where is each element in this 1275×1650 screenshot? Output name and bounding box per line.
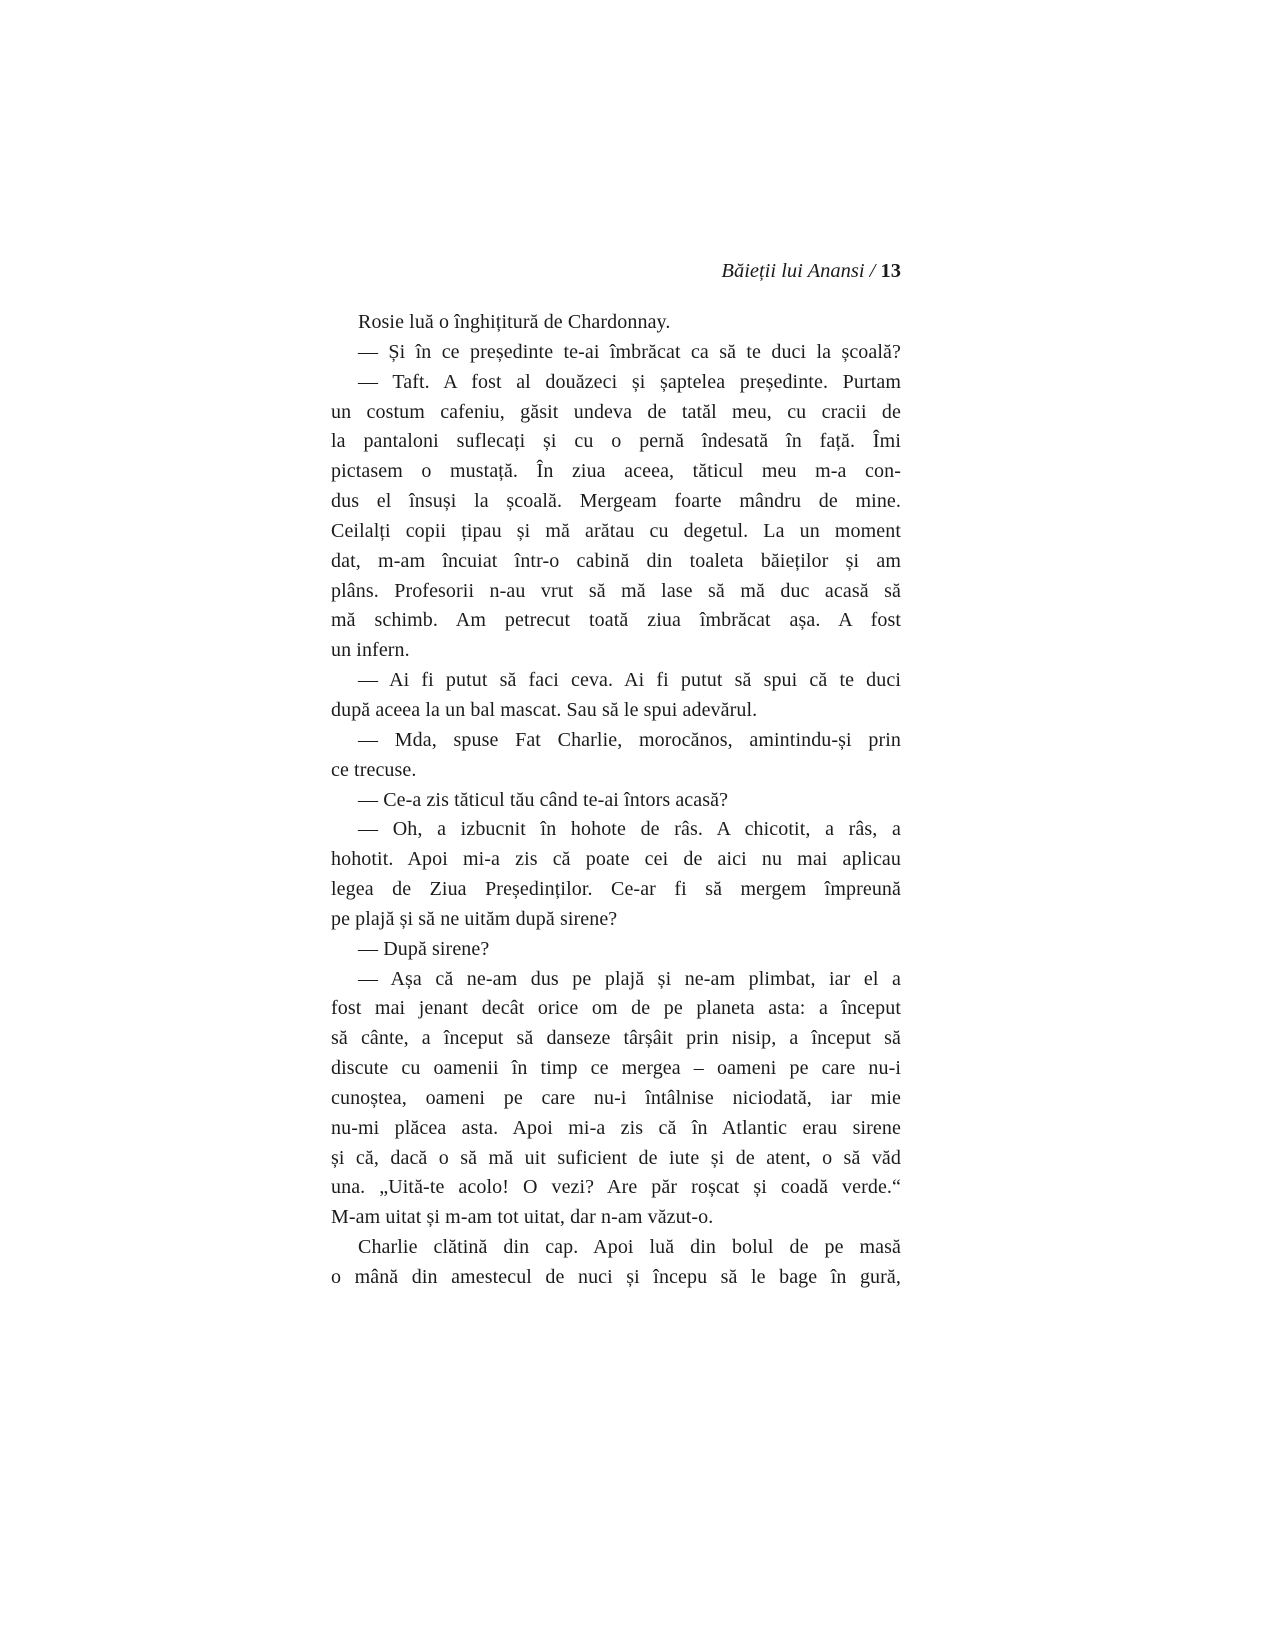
- text-line: nu-mi plăcea asta. Apoi mi-a zis că în Atlantic erau sirene: [331, 1116, 901, 1139]
- text-line: hohotit. Apoi mi-a zis că poate cei de aici nu mai aplicau: [331, 848, 901, 871]
- paragraph: [331, 935, 901, 965]
- text-line: — Taft. A fost al douăzeci și șaptelea președinte. Purtam: [358, 370, 901, 393]
- text-line: Charlie clătină din cap. Apoi luă din bolul de pe masă: [358, 1236, 901, 1259]
- text-line: plâns. Profesorii n-au vrut să mă lase să mă duc acasă să: [331, 579, 901, 602]
- text-line: dat, m-am încuiat într-o cabină din toaleta băieților și am: [331, 549, 901, 572]
- text-line: M-am uitat și m-am tot uitat, dar n-am văzut-o.: [331, 1206, 714, 1229]
- body-text: [331, 308, 901, 1293]
- paragraph: [331, 965, 901, 1234]
- text-line: — Oh, a izbucnit în hohote de râs. A chicotit, a râs, a: [358, 818, 901, 841]
- text-line: un infern.: [331, 639, 410, 662]
- text-line: — Ai fi putut să faci ceva. Ai fi putut să spui că te duci: [358, 669, 901, 692]
- text-line: cunoștea, oameni pe care nu-i întâlnise niciodată, iar mie: [331, 1086, 901, 1109]
- text-line: mă schimb. Am petrecut toată ziua îmbrăcat așa. A fost: [331, 609, 901, 632]
- text-line: ce trecuse.: [331, 758, 417, 781]
- paragraph: [331, 1233, 901, 1293]
- text-line: una. „Uită-te acolo! O vezi? Are păr roșcat și coadă verde.“: [331, 1176, 901, 1199]
- text-line: — Mda, spuse Fat Charlie, morocănos, amintindu-și prin: [358, 728, 901, 751]
- text-line: după aceea la un bal mascat. Sau să le spui adevărul.: [331, 698, 758, 721]
- text-line: — Și în ce președinte te-ai îmbrăcat ca să te duci la școală?: [358, 340, 901, 363]
- text-line: discute cu oamenii în timp ce mergea – oameni pe care nu-i: [331, 1057, 901, 1080]
- text-line: Rosie luă o înghițitură de Chardonnay.: [358, 311, 671, 333]
- text-line: dus el însuși la școală. Mergeam foarte mândru de mine.: [331, 490, 901, 513]
- paragraph: [331, 786, 901, 816]
- running-header: [331, 259, 901, 284]
- text-line: pe plajă și să ne uităm după sirene?: [331, 907, 618, 930]
- text-line: — După sirene?: [358, 937, 490, 960]
- text-line: — Așa că ne-am dus pe plajă și ne-am plimbat, iar el a: [358, 967, 901, 990]
- text-line: — Ce-a zis tăticul tău când te-ai întors acasă?: [358, 788, 729, 811]
- text-line: și că, dacă o să mă uit suficient de iute și de atent, o să văd: [331, 1146, 901, 1169]
- text-line: să cânte, a început să danseze târșâit prin nisip, a început să: [331, 1027, 901, 1050]
- paragraph: [331, 726, 901, 786]
- paragraph: [331, 368, 901, 666]
- page-number: 13: [880, 260, 901, 282]
- paragraph: [331, 338, 901, 368]
- book-title: Băieții lui Anansi: [721, 260, 865, 282]
- text-line: Ceilalți copii țipau și mă arătau cu degetul. La un moment: [331, 519, 901, 542]
- text-line: un costum cafeniu, găsit undeva de tatăl meu, cu cracii de: [331, 400, 901, 423]
- text-block: [331, 259, 901, 1293]
- text-line: legea de Ziua Președinților. Ce-ar fi să mergem împreună: [331, 878, 901, 901]
- text-line: fost mai jenant decât orice om de pe planeta asta: a început: [331, 997, 901, 1020]
- text-line: la pantaloni suflecați și cu o pernă îndesată în față. Îmi: [331, 430, 901, 453]
- header-separator: /: [864, 260, 881, 282]
- paragraph: [331, 815, 901, 934]
- text-line: pictasem o mustață. În ziua aceea, tăticul meu m-a con-: [331, 460, 901, 483]
- paragraph: [331, 308, 901, 338]
- paragraph: [331, 666, 901, 726]
- text-line: o mână din amestecul de nuci și începu să le bage în gură,: [331, 1266, 901, 1288]
